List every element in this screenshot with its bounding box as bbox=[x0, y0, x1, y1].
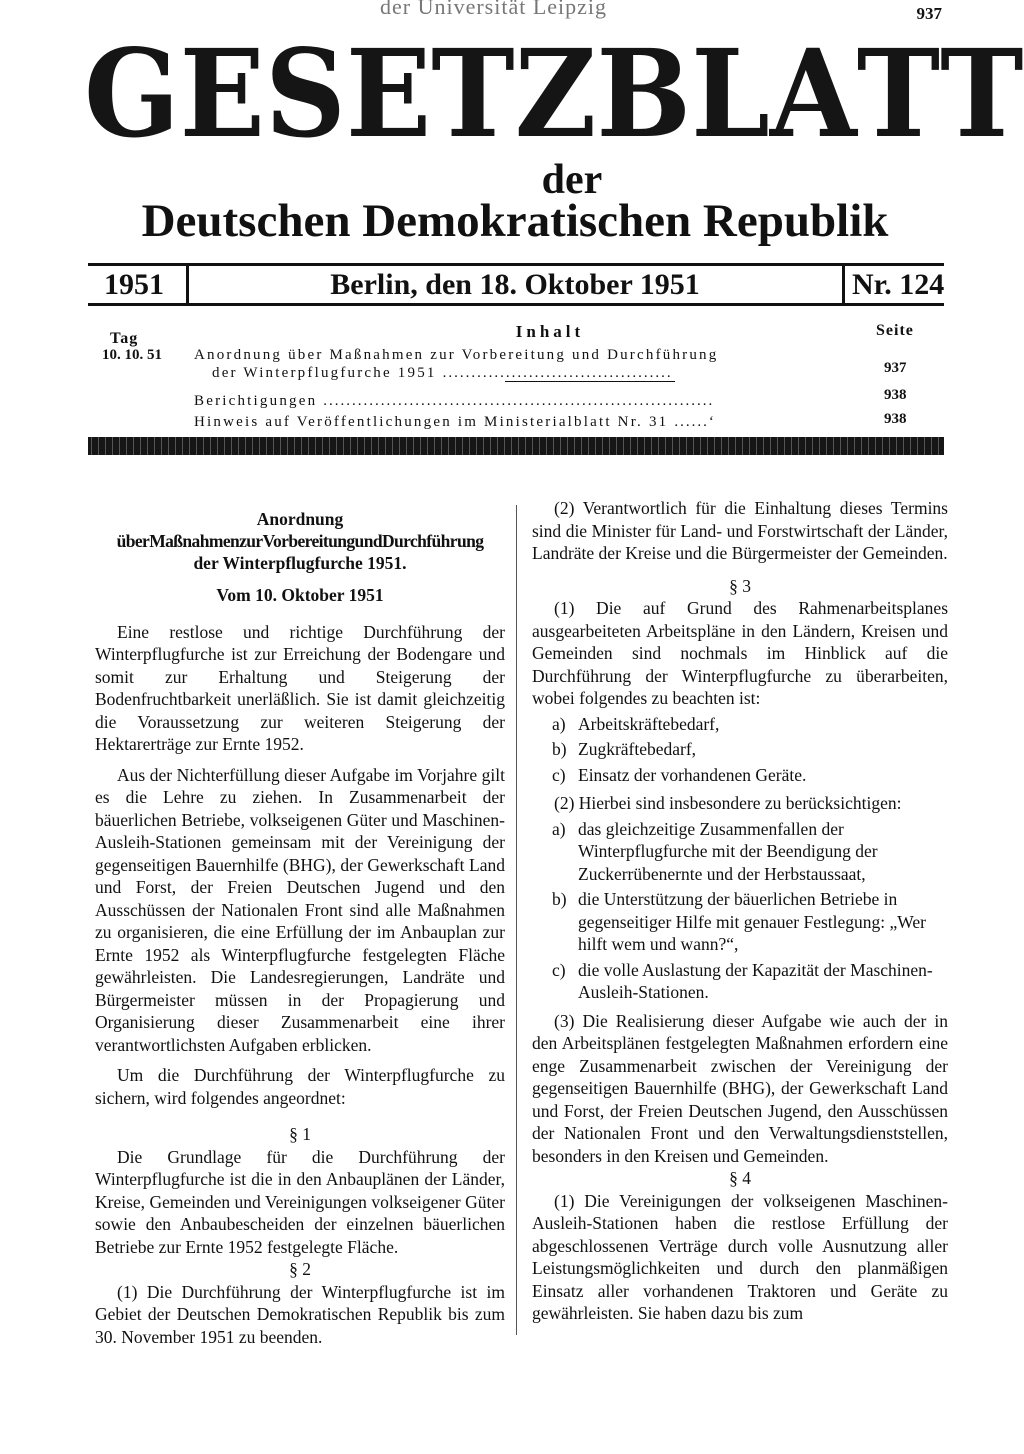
paragraph: Die Grundlage für die Durchführung der Winterpflugfurche ist die in den Anbauplänen der Länder, Kreise, Gemeinden und Vereinigungen volkseigener Güter sowie den Anbaubescheiden der einzelnen bäuerlichen Betriebe zur Ernte 1952 festgelegte Fläche. bbox=[95, 1146, 505, 1257]
list-label: a) bbox=[552, 713, 566, 734]
masthead-letter: S bbox=[265, 23, 346, 166]
masthead-subtitle-republic: Deutschen Demokratischen Republik bbox=[141, 195, 889, 247]
masthead-letter: E bbox=[345, 23, 432, 166]
paragraph: Aus der Nichterfüllung dieser Aufgabe im Vorjahre gilt es die Lehre zu ziehen. In Zusammenarbeit der bäuerlichen Betriebe, volkseigenen Güter und Maschinen-Ausleih-Stationen gemeinsam mit der Vereinigung der gegenseitigen Bauernhilfe (BHG), der Gewerkschaft Land und Forst, der Freien Deutschen Jugend und den Ausschüssen der Nationalen Front sind alle Maßnahmen zu organisieren, die eine Erfüllung der im Anbauplan zur Ernte 1952 als Winterpflugfurche festgelegten Fläche gewährleisten. Die Landesregierungen, Landräte und Bürgermeister müssen in der Propagierung und Organisierung dieser Zusammenarbeit eine ihrer verantwortlichsten Aufgaben erblicken. bbox=[95, 764, 505, 1055]
masthead-letter: B bbox=[596, 23, 692, 166]
section-heading: § 1 bbox=[289, 1124, 311, 1144]
ordinance-title bbox=[95, 508, 505, 574]
toc-entry-title: Anordnung über Maßnahmen zur Vorbereitung und Durchführung bbox=[194, 347, 719, 363]
toc-entry-page: 938 bbox=[884, 411, 907, 427]
list-item bbox=[532, 713, 948, 736]
paragraph: (2) Hierbei sind insbesondere zu berücksichtigen: bbox=[554, 793, 902, 813]
toc-leader-dots: .................................................................... bbox=[323, 393, 715, 409]
paragraph: (1) Die Durchführung der Winterpflugfurche ist im Gebiet der Deutschen Demokratischen Republik bis zum 30. November 1951 zu beenden. bbox=[95, 1281, 505, 1347]
toc-entry bbox=[194, 414, 716, 431]
paragraph: Eine restlose und richtige Durchführung der Winterpflugfurche ist zur Erreichung der Bodengare und somit zur Erhaltung und Steigerung der Bodenfruchtbarkeit unerläßlich. Sie ist damit gleichzeitig die Voraussetzung zur weiteren Steigerung der Hektarerträge zur Ernte 1952. bbox=[95, 621, 505, 754]
list-item bbox=[532, 818, 948, 886]
paragraph: (2) Verantwortlich für die Einhaltung dieses Termins sind die Minister für Land- und Forstwirtschaft der Länder, Landräte der Kreise und die Bürgermeister der Gemeinden. bbox=[532, 498, 948, 563]
issue-year: 1951 bbox=[104, 268, 164, 301]
masthead-letter: T bbox=[431, 23, 515, 166]
toc-heading: Inhalt bbox=[515, 322, 585, 341]
issue-number: Nr. 124 bbox=[852, 268, 945, 301]
section-heading: § 2 bbox=[289, 1259, 311, 1279]
ordinance-title-line: der Winterpflugfurche 1951. bbox=[193, 553, 407, 573]
list-label: b) bbox=[552, 889, 567, 909]
decorative-band bbox=[88, 437, 944, 455]
list-item bbox=[532, 888, 948, 956]
masthead-letter: T bbox=[856, 23, 941, 166]
section-heading: § 3 bbox=[729, 575, 751, 596]
toc-entry bbox=[194, 393, 714, 410]
toc-entry-title-cont bbox=[212, 365, 673, 382]
list-text: das gleichzeitige Zusammenfallen der Winterpflugfurche mit der Beendigung der Zuckerrübenernte und der Herbstaussaat, bbox=[578, 818, 878, 884]
list-item bbox=[532, 738, 948, 761]
masthead-letter: Z bbox=[514, 23, 597, 166]
column-divider bbox=[516, 505, 517, 1335]
masthead-letter: L bbox=[691, 23, 770, 166]
header-rule-bottom bbox=[88, 303, 944, 306]
list-text: die Unterstützung der bäuerlichen Betriebe in gegenseitiger Hilfe mit genauer Festlegung: „Wer hilft wem und wann?“, bbox=[578, 889, 926, 954]
list-label: b) bbox=[552, 739, 567, 759]
paragraph: (1) Die Vereinigungen der volkseigenen Maschinen-Ausleih-Stationen haben die restlose Erfüllung der abgeschlossenen Verträge durch volle Ausnutzung aller Leistungsmöglichkeiten und durch den planmäßigen Einsatz aller vorhandenen Traktoren und Geräte zu gewährleisten. Sie haben dazu bis zum bbox=[532, 1190, 948, 1323]
toc-leader-dots: ........................................ bbox=[442, 365, 673, 381]
masthead-letter: G bbox=[84, 23, 180, 166]
paragraph: (3) Die Realisierung dieser Aufgabe wie auch der in den Arbeitsplänen festgelegten Maßnahmen erfordern eine enge Zusammenarbeit zwischen der Vereinigung der gegenseitigen Bauernhilfe (BHG), der Gewerkschaft Land und Forst, der Freien Deutschen Jugend, den Ausschüssen der Nationalen Front und den Verwaltungsdienststellen, besonders in den Kreisen und Gemeinden. bbox=[532, 1010, 948, 1166]
ordinance-title-line: Anordnung bbox=[256, 509, 344, 529]
ordinance-date: Vom 10. Oktober 1951 bbox=[216, 585, 384, 605]
right-column bbox=[532, 497, 948, 1325]
toc-page-header: Seite bbox=[876, 322, 914, 339]
toc-underline bbox=[505, 381, 675, 382]
list-text: die volle Auslastung der Kapazität der Maschinen-Ausleih-Stationen. bbox=[578, 959, 933, 1002]
paragraph: (1) Die auf Grund des Rahmenarbeitsplanes ausgearbeiteten Arbeitspläne in den Ländern, Kreisen und Gemeinden sind nochmals im Hinblick auf die Durchführung der Winterpflugfurche zu überarbeiten, wobei folgendes zu beachten ist: bbox=[532, 598, 948, 708]
list-label: c) bbox=[552, 959, 566, 980]
masthead-letter: A bbox=[769, 23, 857, 166]
header-rule-top bbox=[88, 263, 944, 266]
toc-leader-dots: ......‘ bbox=[674, 414, 716, 430]
paragraph: Um die Durchführung der Winterpflugfurche zu sichern, wird folgendes angeordnet: bbox=[95, 1065, 505, 1108]
list-label: c) bbox=[552, 764, 566, 785]
toc-entry-date: 10. 10. 51 bbox=[102, 347, 162, 363]
masthead-letter: T bbox=[940, 23, 1024, 166]
list-item bbox=[532, 764, 948, 787]
ordinance-title-line: überMaßnahmenzurVorbereitungundDurchführung bbox=[116, 531, 484, 551]
library-stamp: der Universität Leipzig bbox=[380, 0, 608, 19]
left-column bbox=[95, 508, 505, 1348]
header-divider bbox=[842, 266, 845, 303]
list-text: Einsatz der vorhandenen Geräte. bbox=[578, 764, 807, 785]
toc-day-header: Tag bbox=[110, 330, 139, 347]
toc-entry-title: Berichtigungen bbox=[194, 393, 318, 409]
page-number: 937 bbox=[916, 4, 942, 23]
list-text: Zugkräftebedarf, bbox=[578, 739, 697, 759]
toc-entry-title: Hinweis auf Veröffentlichungen im Ministerialblatt Nr. 31 bbox=[194, 414, 669, 430]
toc-entry-page: 937 bbox=[884, 360, 907, 376]
list-label: a) bbox=[552, 818, 566, 839]
list-text: Arbeitskräftebedarf, bbox=[578, 713, 720, 734]
masthead-letter: E bbox=[179, 23, 266, 166]
header-divider bbox=[186, 266, 189, 303]
issue-dateline: Berlin, den 18. Oktober 1951 bbox=[330, 268, 700, 301]
list-item bbox=[532, 959, 948, 1004]
masthead-title bbox=[84, 23, 1024, 166]
section-heading: § 4 bbox=[729, 1168, 751, 1188]
masthead-subtitle-der: der bbox=[541, 157, 603, 203]
toc-entry-title-line2: der Winterpflugfurche 1951 bbox=[212, 365, 437, 381]
toc-entry-page: 938 bbox=[884, 387, 907, 403]
